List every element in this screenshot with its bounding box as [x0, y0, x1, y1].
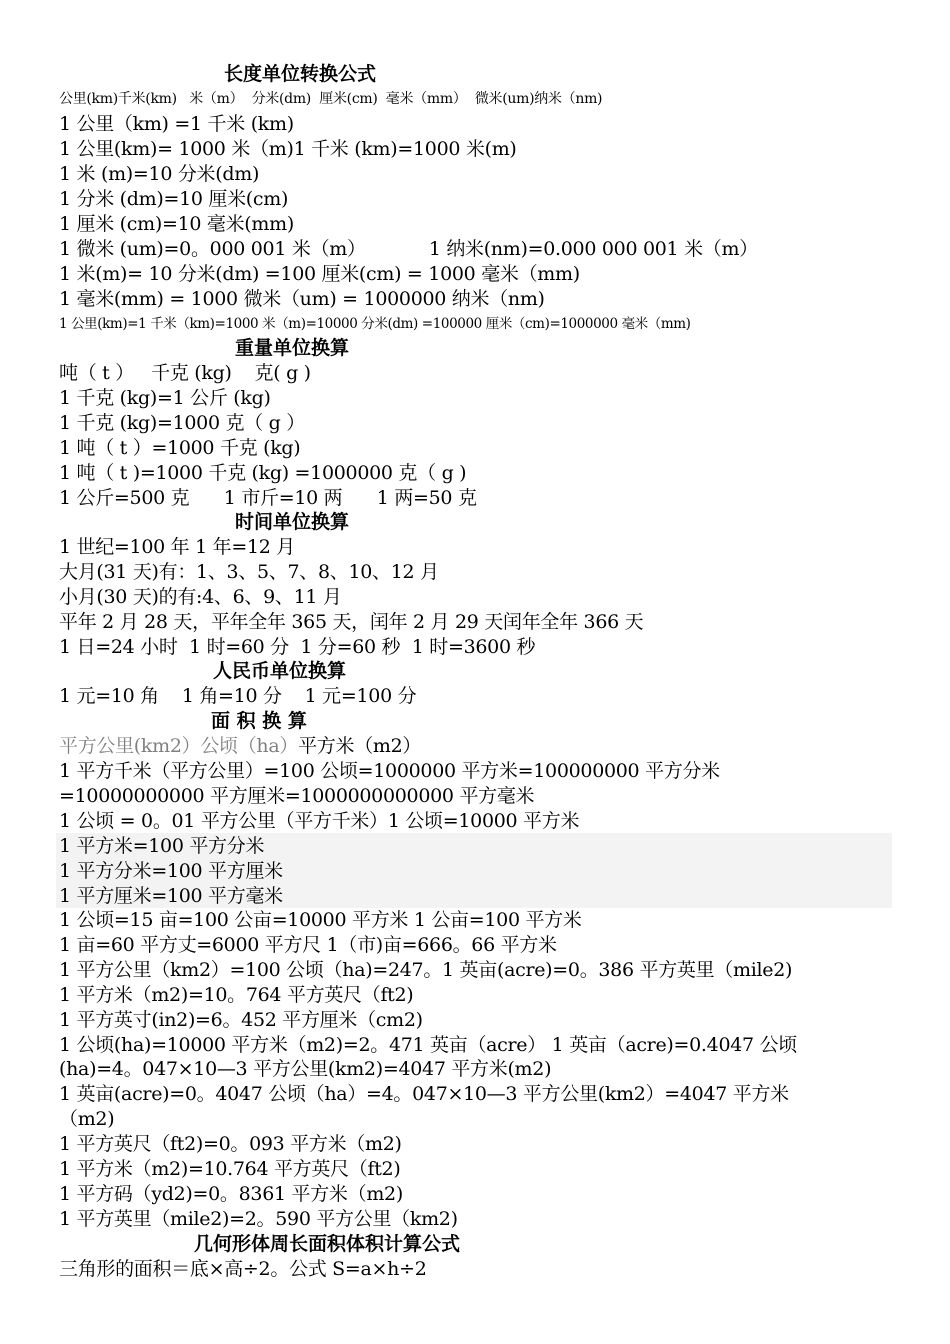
area-line: =10000000000 平方厘米=1000000000000 平方毫米	[59, 785, 535, 807]
length-chain: 1 公里(km)=1 千米（km)=1000 米（m)=10000 分米(dm) =100000 厘米（cm)=1000000 毫米（mm)	[59, 316, 691, 332]
area-line: 1 亩=60 平方丈=6000 平方尺 1（市)亩=666。66 平方米	[59, 934, 557, 956]
heading-area: 面 积 换 算	[211, 710, 307, 732]
length-line: 1 公里（km) =1 千米 (km)	[59, 113, 294, 135]
area-line: （m2)	[59, 1108, 115, 1130]
area-line: 1 平方英寸(in2)=6。452 平方厘米（cm2)	[59, 1009, 423, 1031]
length-line: 1 厘米 (cm)=10 毫米(mm)	[59, 213, 294, 235]
weight-units: 吨（ t ） 千克 (kg) 克( g )	[59, 362, 311, 384]
area-units	[59, 734, 421, 759]
length-line: 1 公里(km)= 1000 米（m)1 千米 (km)=1000 米(m)	[59, 138, 517, 160]
heading-geometry: 几何形体周长面积体积计算公式	[194, 1233, 461, 1255]
time-line: 平年 2 月 28 天，平年全年 365 天，闰年 2 月 29 天闰年全年 366 天	[59, 611, 644, 633]
time-line: 大月(31 天)有：1、3、5、7、8、10、12 月	[59, 561, 439, 583]
area-line: 1 平方米（m2)=10。764 平方英尺（ft2)	[59, 984, 414, 1006]
area-line: 1 平方千米（平方公里）=100 公顷=1000000 平方米=100000000 平方分米	[59, 760, 720, 782]
heading-weight: 重量单位换算	[235, 337, 350, 359]
weight-line: 1 公斤=500 克 1 市斤=10 两 1 两=50 克	[59, 487, 477, 509]
area-line: 1 公顷(ha)=10000 平方米（m2)=2。471 英亩（acre） 1 英亩（acre)=0.4047 公顷	[59, 1034, 797, 1056]
area-line: 1 平方米=100 平方分米	[59, 835, 265, 857]
weight-line: 1 千克 (kg)=1000 克（ g ）	[59, 412, 305, 434]
area-line: 1 平方英里（mile2)=2。590 平方公里（km2)	[59, 1208, 458, 1230]
area-line: 1 英亩(acre)=0。4047 公顷（ha）=4。047×10—3 平方公里(km2）=4047 平方米	[59, 1083, 789, 1105]
area-line: 1 公顷=15 亩=100 公亩=10000 平方米 1 公亩=100 平方米	[59, 909, 582, 931]
rmb-line: 1 元=10 角 1 角=10 分 1 元=100 分	[59, 685, 417, 707]
time-line: 1 世纪=100 年 1 年=12 月	[59, 536, 295, 558]
weight-line: 1 吨（ t ）=1000 千克 (kg)	[59, 437, 301, 459]
length-line: 1 毫米(mm) = 1000 微米（um) = 1000000 纳米（nm)	[59, 288, 545, 310]
area-units-gray: 平方公里(km2）公顷（ha）	[59, 735, 299, 757]
heading-length: 长度单位转换公式	[224, 63, 377, 85]
length-line: 1 米 (m)=10 分米(dm)	[59, 163, 260, 185]
area-line: 1 公顷 = 0。01 平方公里（平方千米）1 公顷=10000 平方米	[59, 810, 580, 832]
length-line: 1 微米 (um)=0。000 001 米（m） 1 纳米(nm)=0.000 000 001 米（m）	[59, 238, 758, 260]
area-line: 1 平方分米=100 平方厘米	[59, 860, 283, 882]
area-line: 1 平方英尺（ft2)=0。093 平方米（m2)	[59, 1133, 402, 1155]
time-line: 1 日=24 小时 1 时=60 分 1 分=60 秒 1 时=3600 秒	[59, 636, 536, 658]
time-line: 小月(30 天)的有:4、6、9、11 月	[59, 586, 342, 608]
weight-line: 1 千克 (kg)=1 公斤 (kg)	[59, 387, 271, 409]
geometry-line: 三角形的面积＝底×高÷2。公式 S=a×h÷2	[59, 1258, 427, 1280]
area-line: 1 平方公里（km2）=100 公顷（ha)=247。1 英亩(acre)=0。386 平方英里（mile2)	[59, 959, 793, 981]
weight-line: 1 吨（ t )=1000 千克 (kg) =1000000 克（ g )	[59, 462, 467, 484]
length-line: 1 米(m)= 10 分米(dm) =100 厘米(cm) = 1000 毫米（mm)	[59, 263, 580, 285]
area-line: (ha)=4。047×10—3 平方公里(km2)=4047 平方米(m2)	[59, 1058, 552, 1080]
area-line: 1 平方码（yd2)=0。8361 平方米（m2)	[59, 1183, 403, 1205]
heading-rmb: 人民币单位换算	[213, 660, 347, 682]
area-line: 1 平方米（m2)=10.764 平方英尺（ft2)	[59, 1158, 401, 1180]
area-line: 1 平方厘米=100 平方毫米	[59, 885, 283, 907]
length-units: 公里(km)千米(km) 米（m） 分米(dm) 厘米(cm) 毫米（mm） 微米(um)纳米（nm)	[59, 91, 603, 107]
length-line: 1 分米 (dm)=10 厘米(cm)	[59, 188, 289, 210]
area-units-tail: 平方米（m2）	[298, 735, 422, 757]
heading-time: 时间单位换算	[235, 511, 350, 533]
